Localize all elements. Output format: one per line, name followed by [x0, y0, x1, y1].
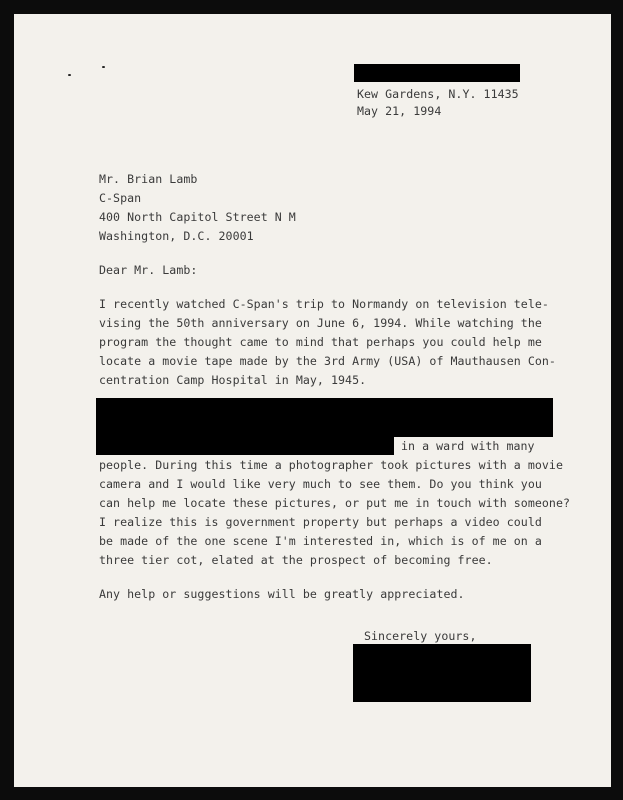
paragraph-2-line: camera and I would like very much to see them. Do you think you — [99, 477, 542, 491]
paragraph-2-line: can help me locate these pictures, or put me in touch with someone? — [99, 496, 571, 510]
sender-address: Kew Gardens, N.Y. 11435 — [357, 87, 519, 101]
paragraph-1-line: I recently watched C-Span's trip to Normandy on television tele- — [99, 297, 549, 311]
recipient-organization: C-Span — [99, 191, 142, 205]
paragraph-1-line: vising the 50th anniversary on June 6, 1994. While watching the — [99, 316, 542, 330]
recipient-city: Washington, D.C. 20001 — [99, 229, 254, 243]
letter-page — [14, 14, 611, 787]
paper-speck — [102, 66, 105, 68]
paragraph-3: Any help or suggestions will be greatly appreciated. — [99, 587, 465, 601]
paragraph-2-line: in a ward with many — [401, 439, 535, 453]
salutation: Dear Mr. Lamb: — [99, 263, 198, 277]
paragraph-2-line: three tier cot, elated at the prospect of becoming free. — [99, 553, 493, 567]
recipient-name: Mr. Brian Lamb — [99, 172, 198, 186]
paragraph-2-line: be made of the one scene I'm interested in, which is of me on a — [99, 534, 542, 548]
closing: Sincerely yours, — [364, 629, 477, 643]
paragraph-2-line: I realize this is government property but perhaps a video could — [99, 515, 542, 529]
redacted-passage — [96, 398, 553, 437]
paragraph-1-line: centration Camp Hospital in May, 1945. — [99, 373, 367, 387]
recipient-street: 400 North Capitol Street N M — [99, 210, 296, 224]
redacted-signature — [353, 644, 531, 702]
redacted-sender-name — [354, 64, 520, 82]
paragraph-2-line: people. During this time a photographer took pictures with a movie — [99, 458, 563, 472]
paper-speck — [68, 74, 71, 76]
paragraph-1-line: program the thought came to mind that perhaps you could help me — [99, 335, 542, 349]
letter-date: May 21, 1994 — [357, 104, 442, 118]
paragraph-1-line: locate a movie tape made by the 3rd Army (USA) of Mauthausen Con- — [99, 354, 556, 368]
redacted-passage — [96, 437, 394, 455]
